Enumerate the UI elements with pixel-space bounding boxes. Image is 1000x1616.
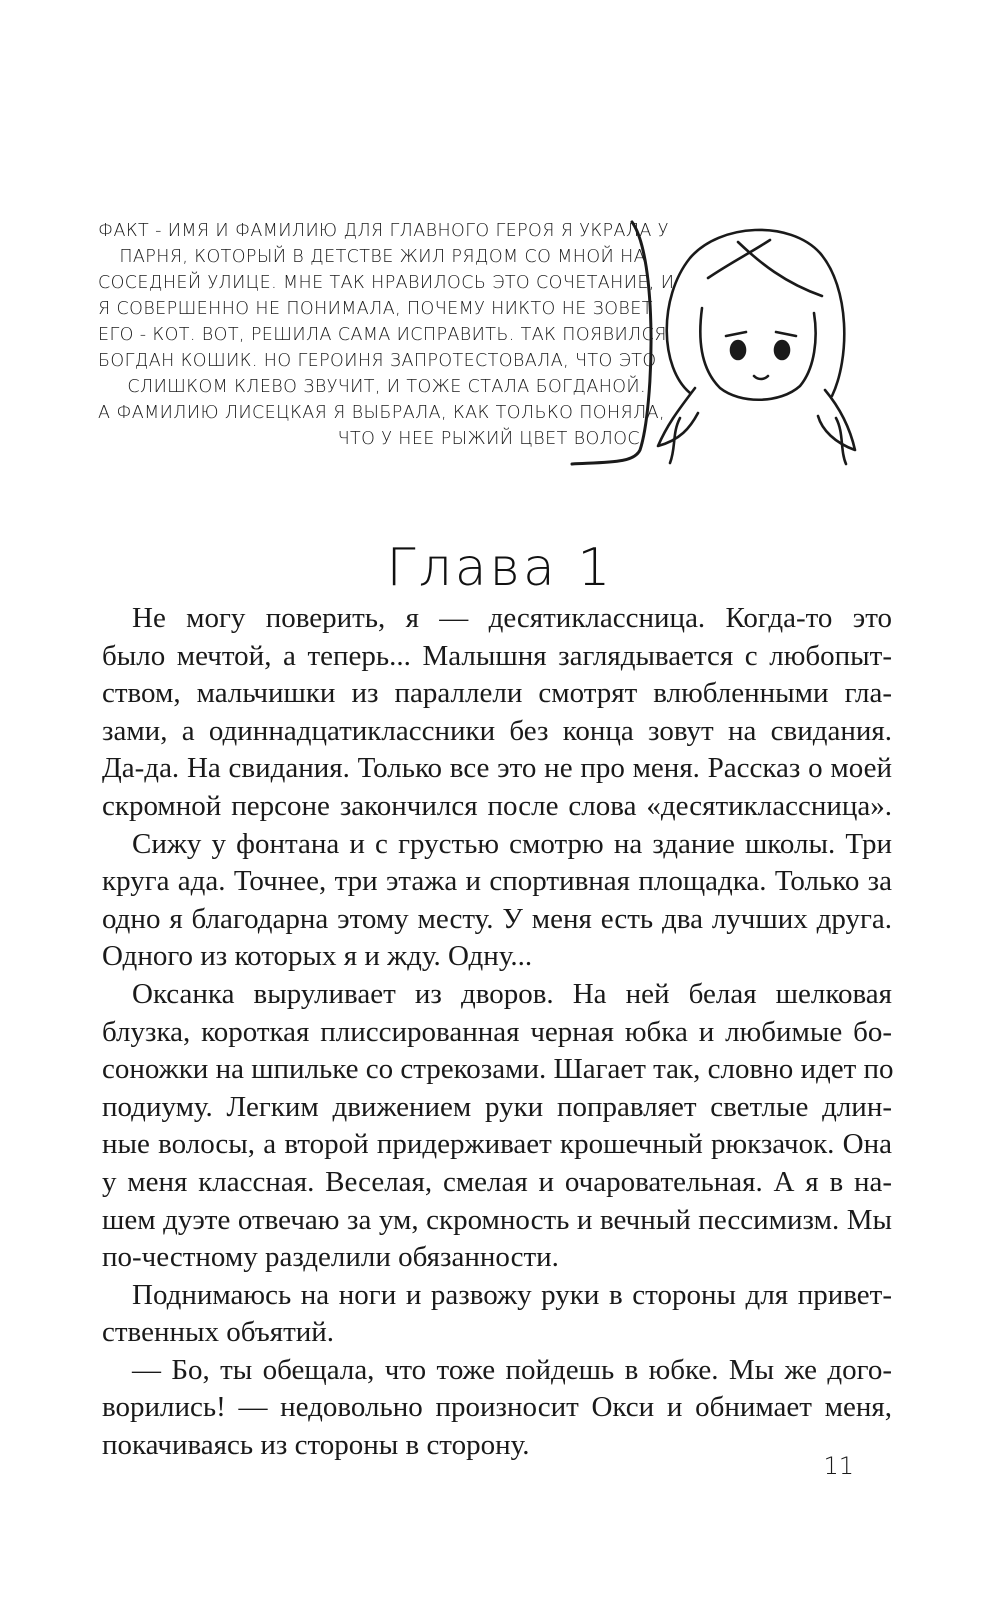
chapter-title: Глава 1 [386,538,614,598]
fact-line: ПАРНЯ, КОТОРЫЙ В ДЕТСТВЕ ЖИЛ РЯДОМ СО МНОЙ НА [119,247,646,267]
text-line: покачиваясь из стороны в сторону. [102,1429,530,1462]
text-line: было мечтой, а теперь... Малышня заглядывается с любопыт- [102,639,892,672]
fact-line: СОСЕДНЕЙ УЛИЦЕ. МНЕ ТАК НРАВИЛОСЬ ЭТО СОЧЕТАНИЕ, И [98,273,675,293]
text-line: шем дуэте отвечаю за ум, скромность и вечный пессимизм. Мы [102,1203,892,1236]
fact-line: ЕГО - КОТ. ВОТ, РЕШИЛА САМА ИСПРАВИТЬ. ТАК ПОЯВИЛСЯ [98,325,667,345]
text-line: ственных объятий. [102,1316,335,1349]
fact-line: СЛИШКОМ КЛЕВО ЗВУЧИТ, И ТОЖЕ СТАЛА БОГДАНОЙ. [127,377,646,397]
text-line: скромной персоне закончился после слова «десятиклассница». [102,789,892,822]
text-line: одно я благодарна этому месту. У меня есть два лучших друга. [102,902,892,935]
fact-line: Я СОВЕРШЕННО НЕ ПОНИМАЛА, ПОЧЕМУ НИКТО НЕ ЗОВЕТ [98,299,653,319]
text-line: соножки на шпильке со стрекозами. Шагает так, словно идет по [102,1053,894,1086]
text-line: ством, мальчишки из параллели смотрят влюбленными гла- [102,677,892,710]
text-line: Не могу поверить, я — десятиклассница. Когда-то это [132,602,892,634]
author-fact-note [98,218,675,452]
text-line: ные волосы, а второй придерживает крошечный рюкзачок. Она [102,1128,892,1161]
text-line: Сижу у фонтана и с грустью смотрю на здание школы. Три [132,827,892,860]
text-line: Оксанка выруливает из дворов. На ней белая шелковая [132,977,892,1010]
text-line: зами, а одиннадцатиклассники без конца зовут на свидания. [102,714,892,747]
text-line: Поднимаюсь на ноги и развожу руки в стороны для привет- [132,1278,892,1311]
text-line: ворились! — недовольно произносит Окси и обнимает меня, [102,1391,892,1424]
author-girl-illustration [650,218,860,468]
speech-bubble-tail [570,218,660,478]
fact-line: А ФАМИЛИЮ ЛИСЕЦКАЯ Я ВЫБРАЛА, КАК ТОЛЬКО ПОНЯЛА, [98,403,665,423]
fact-line: ФАКТ - ИМЯ И ФАМИЛИЮ ДЛЯ ГЛАВНОГО ГЕРОЯ Я УКРАЛА У [98,221,669,241]
text-line: блузка, короткая плиссированная черная юбка и любимые бо- [102,1015,892,1048]
text-line: Да-да. На свидания. Только все это не про меня. Рассказ о моей [102,752,892,785]
text-line: по-честному разделили обязанности. [102,1241,559,1274]
text-line: — Бо, ты обещала, что тоже пойдешь в юбке. Мы же дого- [132,1353,892,1386]
text-line: подиуму. Легким движением руки поправляет светлые длин- [102,1090,892,1123]
page-number: 11 [823,1452,854,1480]
text-line: Одного из которых я и жду. Одну... [102,940,533,973]
fact-line: БОГДАН КОШИК. НО ГЕРОИНЯ ЗАПРОТЕСТОВАЛА, ЧТО ЭТО [98,351,657,371]
text-line: у меня классная. Веселая, смелая и очаровательная. А я в на- [102,1165,892,1198]
fact-line: ЧТО У НЕЕ РЫЖИЙ ЦВЕТ ВОЛОС. [337,429,646,449]
chapter-body [102,600,892,1465]
text-line: круга ада. Точнее, три этажа и спортивная площадка. Только за [102,865,892,898]
